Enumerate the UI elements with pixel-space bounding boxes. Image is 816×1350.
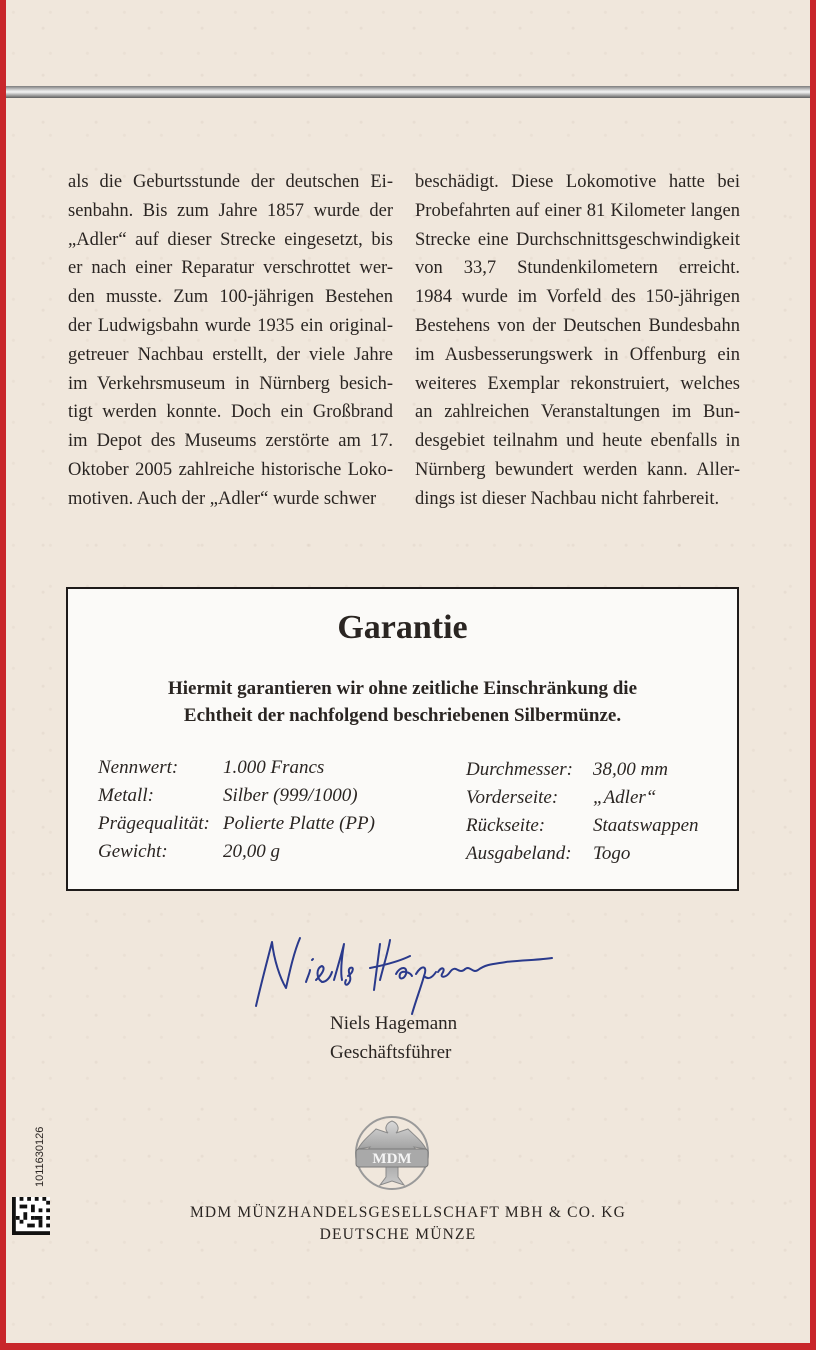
handwritten-signature [250,930,560,1015]
text-column-right [415,168,740,514]
logo-text: MDM [372,1151,412,1167]
text-line: dings ist dieser Nachbau nicht fahrbereit. [415,488,720,509]
text-line: motiven. Auch der „Adler“ wurde schwer [68,488,377,509]
text-line: im Ausbesserungswerk in Offenburg ein [415,344,740,365]
text-line: im Depot des Museums zerstörte am 17. [68,431,393,452]
spec-label: Vorderseite: [466,787,559,808]
text-column-left [68,168,393,514]
spec-value: Polierte Platte (PP) [223,813,375,834]
guarantee-title: Garantie [337,609,468,646]
text-line: den musste. Zum 100-jährigen Bestehen [68,287,393,308]
text-line: Nürnberg bewundert werden kann. Aller- [415,459,740,480]
text-line: beschädigt. Diese Lokomotive hatte bei [415,172,740,192]
spec-label: Gewicht: [98,841,168,862]
mdm-eagle-logo [346,1113,438,1191]
text-line: 1984 wurde im Vorfeld des 150-jährigen [415,287,740,308]
spec-value: 1.000 Francs [223,757,325,778]
text-line: an zahlreichen Veranstaltungen im Bun- [415,402,740,423]
serial-number: 1011630126 [34,1126,46,1187]
data-matrix-code [12,1197,50,1235]
text-line: Strecke eine Durchschnittsgeschwindigkeit [415,229,740,250]
silver-divider-bar [6,86,810,98]
spec-value: Staatswappen [593,815,699,836]
text-line: Probefahrten auf einer 81 Kilometer langen [415,200,740,221]
text-line: als die Geburtsstunde der deutschen Ei- [68,172,393,192]
text-line: getreuer Nachbau erstellt, der viele Jahre [68,344,393,365]
guarantee-intro-line: Hiermit garantieren wir ohne zeitliche Einschränkung die [168,678,637,699]
spec-label: Ausgabeland: [466,843,572,864]
signer-name: Niels Hagemann [330,1013,458,1034]
text-line: desgebiet teilnahm und heute ebenfalls in [415,431,740,452]
spec-label: Prägequalität: [98,813,210,834]
text-line: senbahn. Bis zum Jahre 1857 wurde der [68,200,393,221]
text-line: Bestehens von der Deutschen Bundesbahn [415,315,740,336]
text-line: tigt werden konnte. Doch ein Großbrand [68,402,393,423]
company-subtitle: DEUTSCHE MÜNZE [319,1226,477,1243]
text-line: er nach einer Reparatur verschrottet wer- [68,258,393,279]
spec-label: Metall: [98,785,154,806]
company-name: MDM MÜNZHANDELSGESELLSCHAFT MBH & CO. KG [189,1204,627,1221]
text-line: von 33,7 Stundenkilometern erreicht. [415,258,740,279]
spec-label: Durchmesser: [466,759,573,780]
spec-value: Silber (999/1000) [223,785,358,806]
spec-label: Rückseite: [466,815,546,836]
text-line: Oktober 2005 zahlreiche historische Loko- [68,459,393,480]
text-line: der Ludwigsbahn wurde 1935 ein original- [68,315,393,336]
spec-value: Togo [593,843,631,864]
text-line: „Adler“ auf dieser Strecke eingesetzt, bis [68,229,393,250]
guarantee-box [66,587,739,891]
spec-value: „Adler“ [593,787,657,808]
spec-value: 38,00 mm [593,759,668,780]
spec-label: Nennwert: [98,757,179,778]
guarantee-intro [68,675,737,729]
spec-value: 20,00 g [223,841,280,862]
text-line: im Verkehrsmuseum in Nürnberg besich- [68,373,393,394]
signer-role: Geschäftsführer [330,1042,452,1063]
text-line: weiteres Exemplar rekonstruiert, welches [415,373,740,394]
guarantee-intro-line: Echtheit der nachfolgend beschriebenen Silbermünze. [183,705,622,726]
